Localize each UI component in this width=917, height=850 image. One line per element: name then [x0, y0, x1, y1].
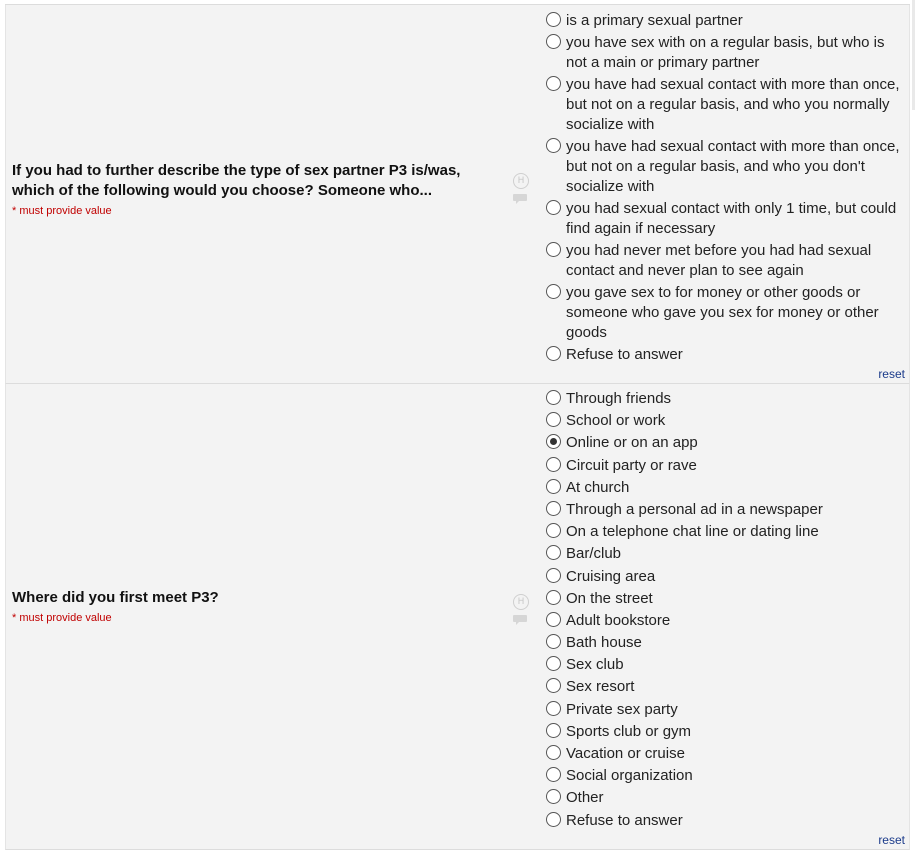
- radio-button[interactable]: [546, 812, 561, 827]
- radio-option[interactable]: [545, 241, 900, 281]
- option-label: Refuse to answer: [566, 346, 683, 363]
- option-label: you have had sexual contact with more than once, but not on a regular basis, and who you normally socialize with: [566, 76, 900, 133]
- option-label: you gave sex to for money or other goods or someone who gave you sex for money or other goods: [566, 284, 879, 341]
- field-tools: [512, 173, 530, 210]
- question-row-where-met: [5, 384, 910, 850]
- option-label: Sports club or gym: [566, 722, 692, 740]
- radio-option[interactable]: [545, 478, 900, 498]
- radio-button[interactable]: [546, 568, 561, 583]
- radio-button[interactable]: [546, 789, 561, 804]
- option-label: On a telephone chat line or dating line: [566, 523, 819, 541]
- radio-button[interactable]: [546, 590, 561, 605]
- history-icon[interactable]: H: [513, 173, 529, 189]
- option-label: you have had sexual contact with more than once, but not on a regular basis, and who you don't socialize with: [566, 138, 900, 195]
- radio-option[interactable]: [545, 345, 900, 365]
- radio-button[interactable]: [546, 656, 561, 671]
- option-label: Refuse to answer: [566, 811, 683, 829]
- survey-form: [5, 4, 910, 850]
- radio-option[interactable]: [545, 722, 900, 742]
- option-label: At church: [566, 478, 630, 496]
- option-label: Through friends: [566, 390, 672, 407]
- radio-option[interactable]: [545, 633, 900, 653]
- radio-button[interactable]: [546, 200, 561, 215]
- radio-group-partner-type: [545, 11, 900, 367]
- scrollbar-thumb[interactable]: [912, 0, 915, 110]
- radio-option[interactable]: [545, 766, 900, 786]
- radio-option[interactable]: [545, 744, 900, 764]
- option-label: School or work: [566, 412, 666, 430]
- option-label: Sex resort: [566, 678, 635, 696]
- comment-icon[interactable]: [512, 193, 528, 205]
- comment-icon[interactable]: [512, 614, 528, 626]
- question-label: Where did you first meet P3?: [12, 589, 219, 606]
- history-icon[interactable]: H: [513, 594, 529, 610]
- radio-option[interactable]: [545, 389, 900, 409]
- radio-button[interactable]: [546, 545, 561, 560]
- radio-button[interactable]: [546, 745, 561, 760]
- radio-option[interactable]: [545, 456, 900, 476]
- question-block: [12, 588, 492, 624]
- option-label: you have sex with on a regular basis, but who is not a main or primary partner: [566, 34, 885, 71]
- radio-button[interactable]: [546, 284, 561, 299]
- radio-option[interactable]: [545, 500, 900, 520]
- radio-option[interactable]: [545, 700, 900, 720]
- radio-button[interactable]: [546, 412, 561, 427]
- reset-link[interactable]: reset: [878, 833, 905, 847]
- radio-group-where-met: [545, 389, 900, 833]
- radio-button[interactable]: [546, 678, 561, 693]
- radio-option[interactable]: [545, 33, 900, 73]
- radio-button[interactable]: [546, 242, 561, 257]
- radio-option[interactable]: [545, 433, 900, 453]
- radio-option[interactable]: [545, 411, 900, 431]
- option-label: you had never met before you had had sexual contact and never plan to see again: [566, 242, 872, 279]
- radio-button[interactable]: [546, 767, 561, 782]
- radio-button[interactable]: [546, 457, 561, 472]
- radio-option[interactable]: [545, 567, 900, 587]
- option-label: Through a personal ad in a newspaper: [566, 500, 823, 518]
- radio-button[interactable]: [546, 479, 561, 494]
- required-note: * must provide value: [12, 205, 112, 217]
- option-label: Bath house: [566, 634, 642, 652]
- option-label: Cruising area: [566, 567, 656, 585]
- radio-option[interactable]: [545, 522, 900, 542]
- radio-option[interactable]: [545, 611, 900, 631]
- radio-option[interactable]: [545, 137, 900, 197]
- radio-button[interactable]: [546, 138, 561, 153]
- radio-option[interactable]: [545, 655, 900, 675]
- radio-button[interactable]: [546, 434, 561, 449]
- option-label: Other: [566, 789, 604, 807]
- radio-button[interactable]: [546, 523, 561, 538]
- required-note: * must provide value: [12, 612, 112, 624]
- radio-button[interactable]: [546, 501, 561, 516]
- option-label: Sex club: [566, 656, 624, 674]
- question-label: If you had to further describe the type of sex partner P3 is/was, which of the following would you choose? Someone who...: [12, 162, 461, 199]
- reset-link[interactable]: reset: [878, 367, 905, 381]
- radio-option[interactable]: [545, 199, 900, 239]
- radio-option[interactable]: [545, 75, 900, 135]
- option-label: Circuit party or rave: [566, 456, 697, 474]
- option-label: Bar/club: [566, 545, 622, 563]
- radio-button[interactable]: [546, 701, 561, 716]
- radio-option[interactable]: [545, 788, 900, 808]
- radio-button[interactable]: [546, 634, 561, 649]
- radio-option[interactable]: [545, 544, 900, 564]
- option-label: Social organization: [566, 767, 693, 785]
- radio-button[interactable]: [546, 12, 561, 27]
- radio-button[interactable]: [546, 723, 561, 738]
- field-tools: [512, 594, 530, 631]
- option-label: Vacation or cruise: [566, 745, 685, 762]
- radio-button[interactable]: [546, 34, 561, 49]
- option-label: Online or on an app: [566, 434, 698, 452]
- radio-button[interactable]: [546, 612, 561, 627]
- radio-button[interactable]: [546, 76, 561, 91]
- radio-option[interactable]: [545, 283, 900, 343]
- option-label: On the street: [566, 589, 653, 607]
- question-block: [12, 161, 492, 217]
- radio-button[interactable]: [546, 390, 561, 405]
- question-row-partner-type: [5, 5, 910, 384]
- radio-option[interactable]: [545, 589, 900, 609]
- option-label: Private sex party: [566, 700, 678, 718]
- radio-option[interactable]: [545, 11, 900, 31]
- option-label: Adult bookstore: [566, 611, 671, 629]
- option-label: is a primary sexual partner: [566, 12, 743, 29]
- option-label: you had sexual contact with only 1 time, but could find again if necessary: [566, 200, 897, 237]
- radio-button[interactable]: [546, 346, 561, 361]
- radio-option[interactable]: [545, 677, 900, 697]
- radio-option[interactable]: [545, 811, 900, 831]
